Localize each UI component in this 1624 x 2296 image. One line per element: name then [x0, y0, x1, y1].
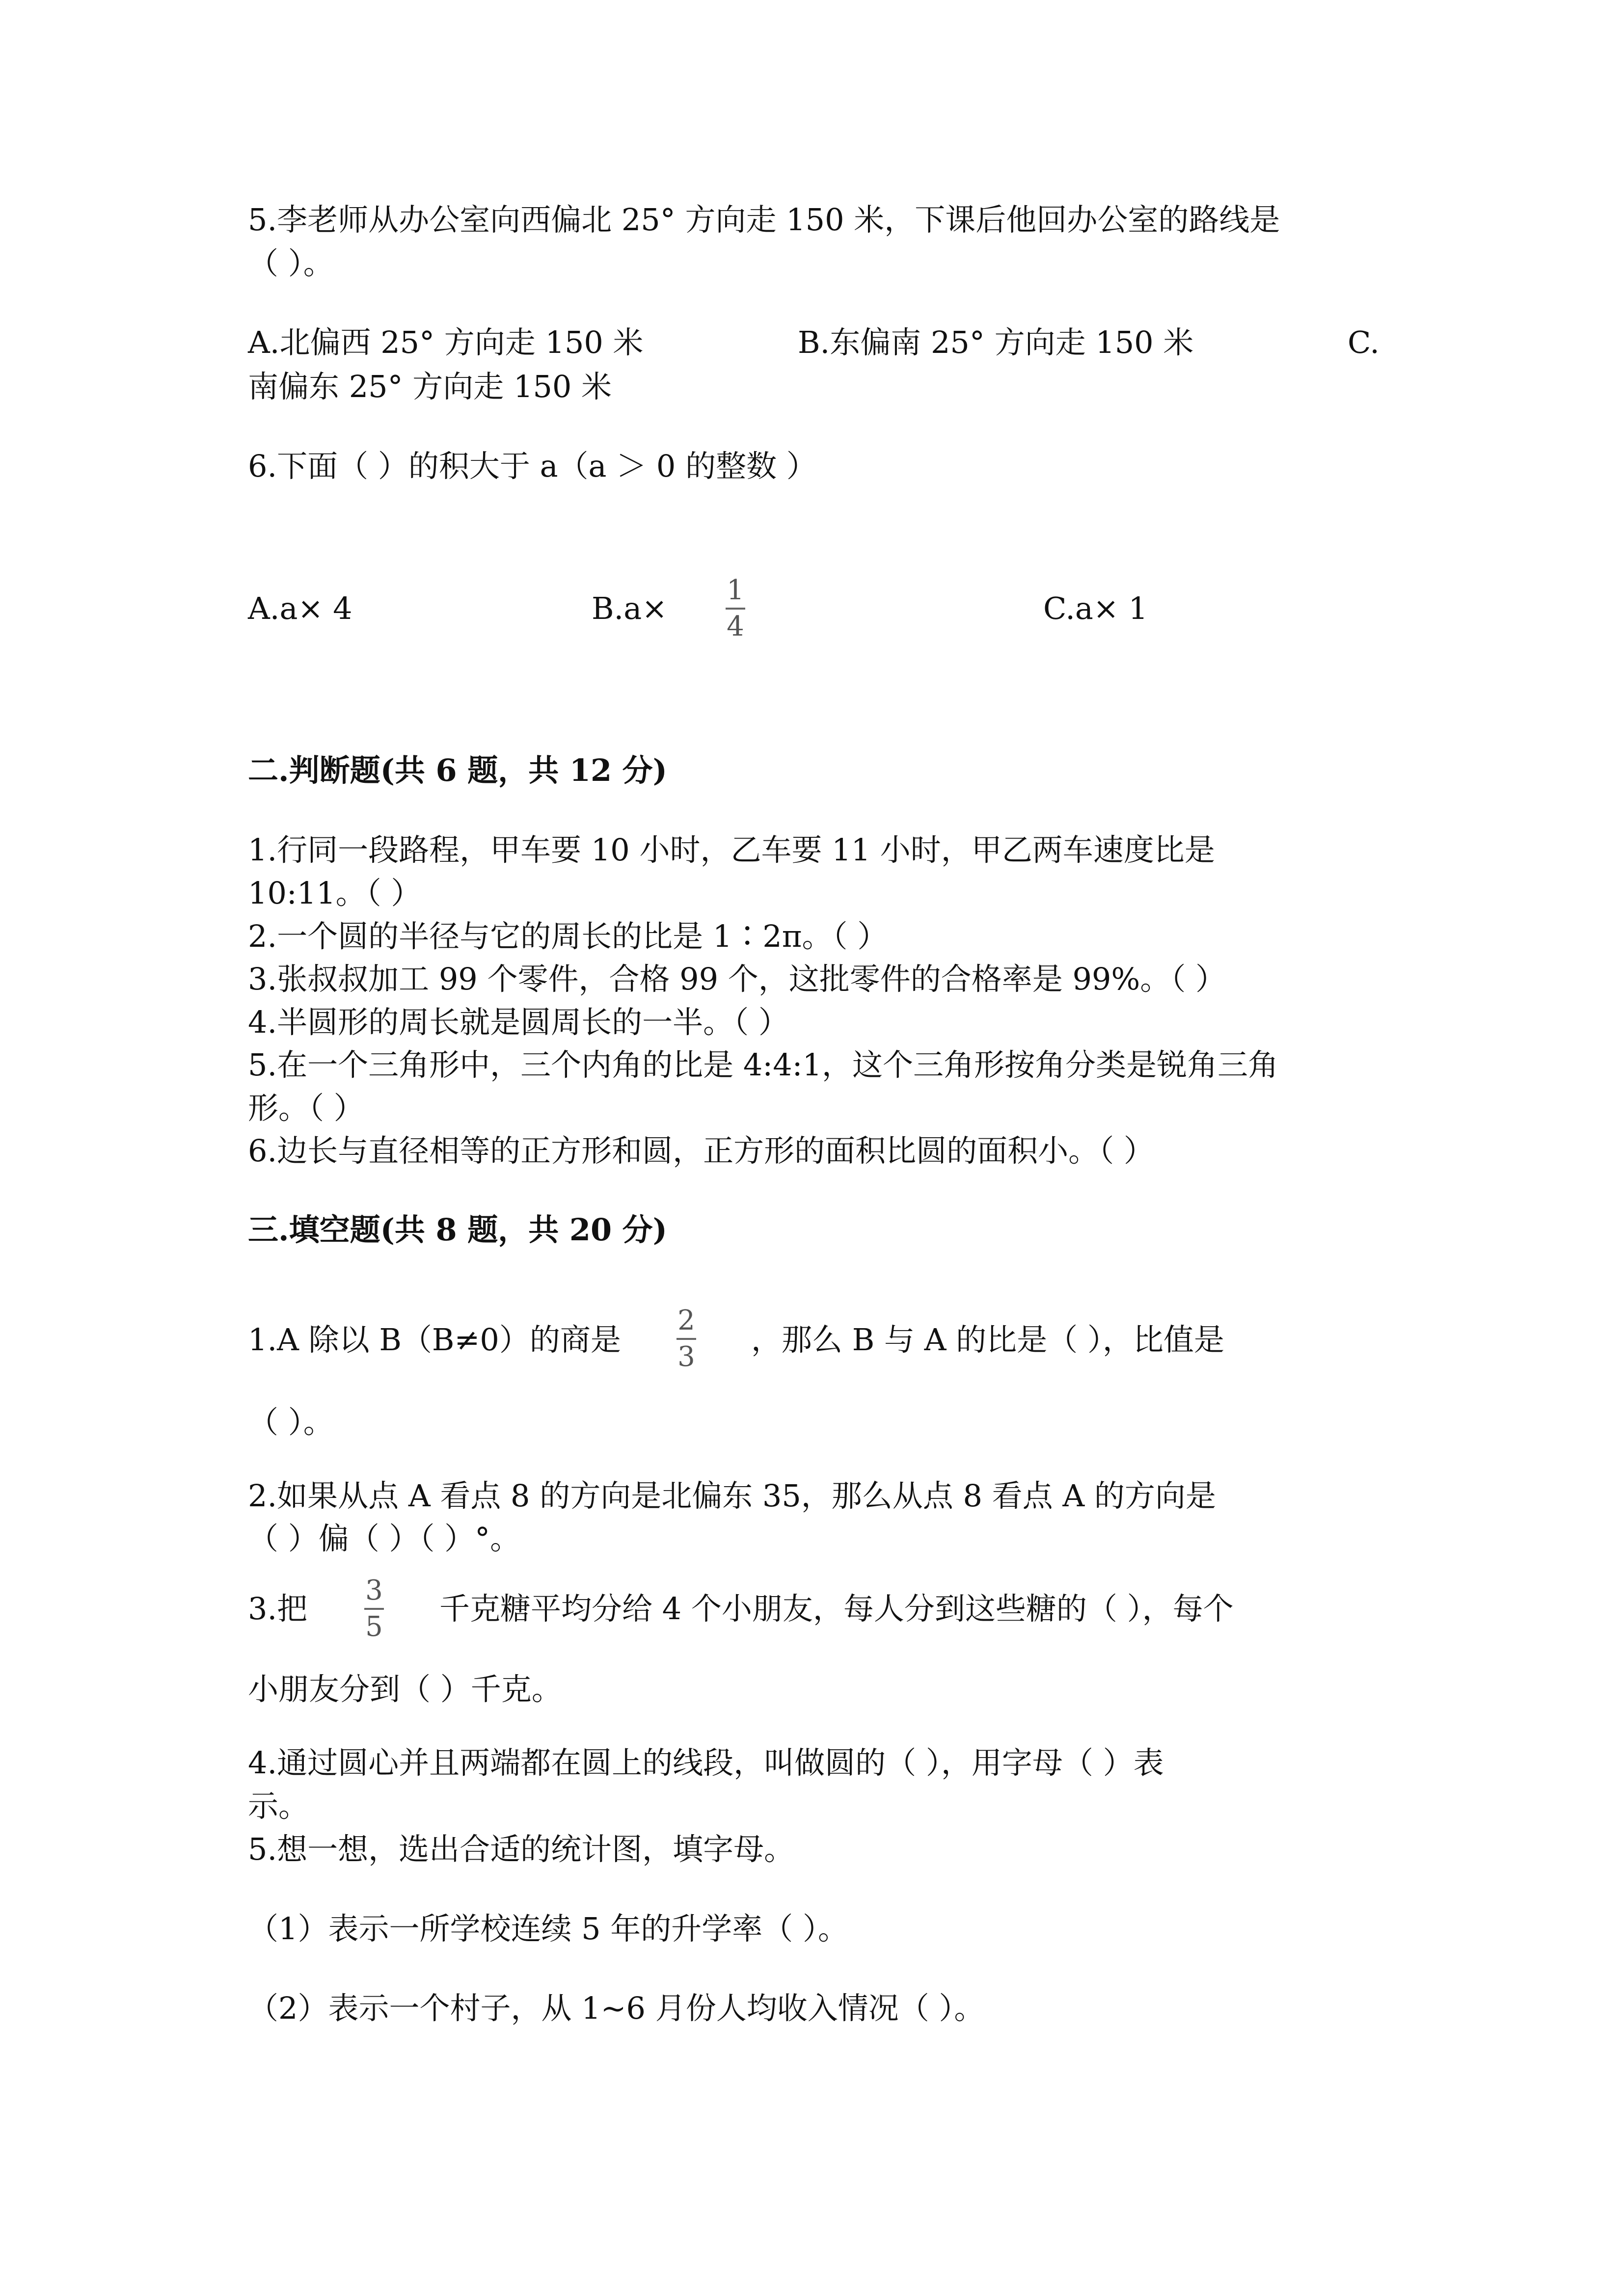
q6-option-b-prefix: B.a×	[592, 590, 668, 626]
s3-q4-line2: 示。	[248, 1788, 309, 1824]
s3-q5-sub1: （1）表示一所学校连续 5 年的升学率（ ）。	[248, 1911, 849, 1947]
s2-q3: 3.张叔叔加工 99 个零件，合格 99 个，这批零件的合格率是 99%。（ ）	[248, 961, 1226, 997]
s3-q1-fraction	[677, 1306, 696, 1372]
fraction-denominator: 3	[677, 1341, 695, 1373]
s3-q5-sub2: （2）表示一个村子，从 1~6 月份人均收入情况（ ）。	[248, 1990, 985, 2026]
s2-q4: 4.半圆形的周长就是圆周长的一半。（ ）	[248, 1004, 789, 1040]
q5-option-c-label: C.	[1348, 324, 1380, 360]
s3-q3-line2: 小朋友分到（ ）千克。	[248, 1671, 562, 1707]
fraction-numerator: 2	[677, 1305, 695, 1336]
s3-q3-suffix: 千克糖平均分给 4 个小朋友，每人分到这些糖的（ ），每个	[439, 1591, 1234, 1627]
q6-option-c: C.a× 1	[1043, 590, 1148, 626]
s2-q5-line2: 形。（ ）	[248, 1090, 364, 1126]
fraction-bar	[726, 608, 745, 610]
q6-option-a: A.a× 4	[248, 590, 352, 626]
fraction-numerator: 3	[365, 1575, 383, 1606]
s3-q1-suffix: ，那么 B 与 A 的比是（ ），比值是	[751, 1322, 1224, 1358]
fraction-denominator: 5	[365, 1611, 383, 1643]
q6-option-b-fraction	[726, 575, 745, 642]
s3-q3-prefix: 3.把	[248, 1591, 308, 1627]
s3-q4-line1: 4.通过圆心并且两端都在圆上的线段，叫做圆的（ ），用字母（ ）表	[248, 1745, 1164, 1781]
s3-q1-prefix: 1.A 除以 B（B≠0）的商是	[248, 1322, 621, 1358]
s3-q3-fraction	[364, 1575, 384, 1642]
s2-q1-line1: 1.行同一段路程，甲车要 10 小时，乙车要 11 小时，甲乙两车速度比是	[248, 832, 1215, 868]
q5-option-b: B.东偏南 25° 方向走 150 米	[798, 324, 1194, 360]
s3-q2-line2: （ ）偏（ ）（ ）°。	[248, 1521, 521, 1556]
s2-q6: 6.边长与直径相等的正方形和圆，正方形的面积比圆的面积小。（ ）	[248, 1133, 1154, 1169]
q5-text-line2: （ ）。	[248, 245, 334, 281]
fraction-numerator: 1	[727, 574, 744, 606]
s3-q5: 5.想一想，选出合适的统计图，填字母。	[248, 1831, 795, 1867]
fraction-bar	[677, 1338, 696, 1340]
q6-text: 6.下面（ ）的积大于 a（a ＞ 0 的整数 ）	[248, 448, 817, 484]
q5-text-line1: 5.李老师从办公室向西偏北 25° 方向走 150 米，下课后他回办公室的路线是	[248, 202, 1280, 238]
section-3-heading: 三.填空题(共 8 题，共 20 分)	[248, 1212, 668, 1248]
s3-q1-line2: （ ）。	[248, 1404, 334, 1440]
q5-option-a: A.北偏西 25° 方向走 150 米	[248, 324, 644, 360]
fraction-denominator: 4	[727, 611, 744, 642]
q5-option-c-text: 南偏东 25° 方向走 150 米	[248, 369, 612, 404]
fraction-bar	[364, 1608, 384, 1610]
s3-q2-line1: 2.如果从点 A 看点 8 的方向是北偏东 35，那么从点 8 看点 A 的方向是	[248, 1478, 1216, 1514]
s2-q2: 2.一个圆的半径与它的周长的比是 1∶2π。（ ）	[248, 918, 888, 954]
s2-q5-line1: 5.在一个三角形中，三个内角的比是 4:4:1，这个三角形按角分类是锐角三角	[248, 1047, 1278, 1083]
section-2-heading: 二.判断题(共 6 题，共 12 分)	[248, 752, 668, 788]
s2-q1-line2: 10:11。（ ）	[248, 875, 422, 911]
